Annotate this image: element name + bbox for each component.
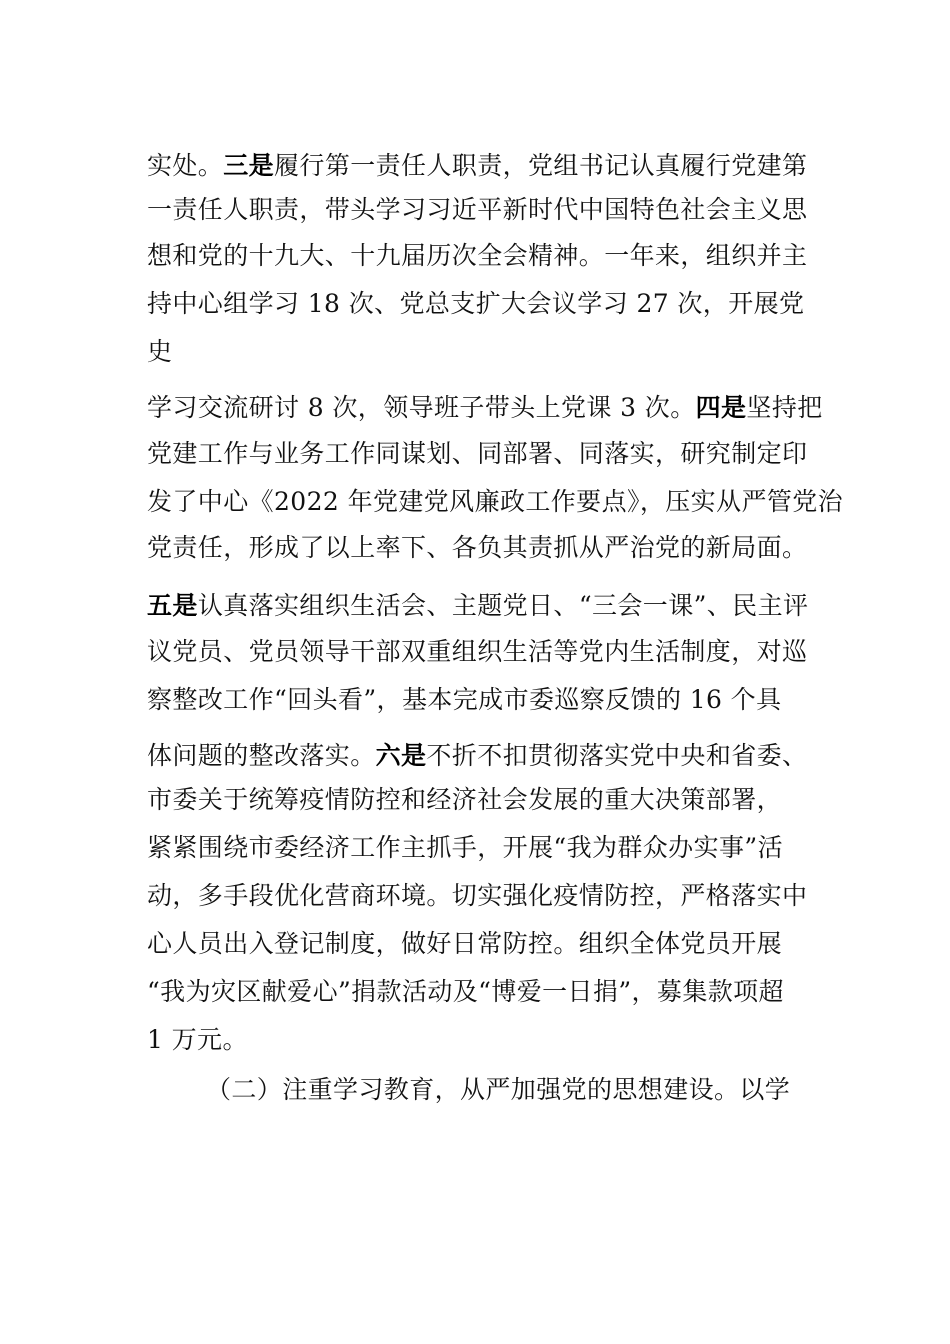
text-line: 察整改工作“回头看”，基本完成市委巡察反馈的 16 个具 xyxy=(147,685,782,714)
emphasis-label: 三是 xyxy=(223,151,275,180)
text-line: 发了中心《2022 年党建党风廉政工作要点》，压实从严管党治 xyxy=(147,487,844,516)
text-line: 实处。三是履行第一责任人职责，党组书记认真履行党建第 xyxy=(147,151,808,180)
text-line: 一责任人职责，带头学习习近平新时代中国特色社会主义思 xyxy=(147,195,808,224)
section-heading-line: （二）注重学习教育，从严加强党的思想建设。以学 xyxy=(206,1075,791,1104)
text-line: “我为灾区献爱心”捐款活动及“博爱一日捐”，募集款项超 xyxy=(147,977,784,1006)
emphasis-label: 六是 xyxy=(375,741,427,770)
text-line: 市委关于统筹疫情防控和经济社会发展的重大决策部署， xyxy=(147,785,783,814)
emphasis-label: 四是 xyxy=(695,393,747,422)
emphasis-label: 五是 xyxy=(147,591,198,620)
text-line: 想和党的十九大、十九届历次全会精神。一年来，组织并主 xyxy=(147,241,808,270)
text-line: 动，多手段优化营商环境。切实强化疫情防控，严格落实中 xyxy=(147,881,808,910)
text-line: 学习交流研讨 8 次，领导班子带头上党课 3 次。四是坚持把 xyxy=(147,393,823,422)
text-line: 议党员、党员领导干部双重组织生活等党内生活制度，对巡 xyxy=(147,637,808,666)
text-line: 五是认真落实组织生活会、主题党日、“三会一课”、民主评 xyxy=(147,591,809,620)
text-line: 党建工作与业务工作同谋划、同部署、同落实，研究制定印 xyxy=(147,439,808,468)
text-line: 心人员出入登记制度，做好日常防控。组织全体党员开展 xyxy=(147,929,783,958)
text-line: 紧紧围绕市委经济工作主抓手，开展“我为群众办实事”活 xyxy=(147,833,783,862)
text-line: 1 万元。 xyxy=(147,1025,248,1054)
text-line: 党责任，形成了以上率下、各负其责抓从严治党的新局面。 xyxy=(147,533,808,562)
text-line: 持中心组学习 18 次、党总支扩大会议学习 27 次，开展党 xyxy=(147,289,805,318)
text-line: 史 xyxy=(147,337,173,366)
text-line: 体问题的整改落实。六是不折不扣贯彻落实党中央和省委、 xyxy=(147,741,808,770)
